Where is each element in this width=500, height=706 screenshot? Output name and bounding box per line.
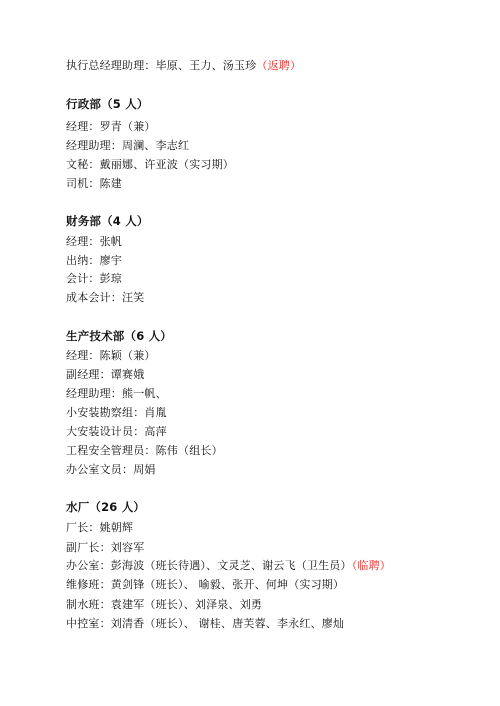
finance-line: 出纳：廖宇 [66,254,122,267]
production-line: 办公室文员：周娟 [66,463,156,476]
plant-office-text: 办公室：彭海波（班长待遇）、文灵芝、谢云飞（卫生员） [66,559,352,572]
production-line: 副经理：谭赛娥 [66,368,145,381]
plant-heading: 水厂（26 人） [66,500,146,514]
admin-line: 文秘：戴丽娜、许亚波（实习期） [66,158,234,171]
production-line: 大安装设计员：高萍 [66,425,167,438]
admin-dept-heading: 行政部（5 人） [66,97,149,111]
plant-line: 制水班：袁建军（班长）、刘泽泉、刘勇 [66,598,263,611]
production-dept-heading: 生产技术部（6 人） [66,329,173,343]
plant-office-line [66,559,391,573]
production-line: 经理助理：熊一帆、 [66,387,167,400]
finance-line: 成本会计：汪笑 [66,291,145,304]
plant-line: 厂长：姚朝辉 [66,521,134,534]
rehired-tag: （返聘） [256,59,302,72]
production-line: 小安装勘察组：肖胤 [66,406,167,419]
admin-line: 经理：罗青（兼） [66,120,156,133]
executive-assistants-text: 执行总经理助理：毕原、王力、汤玉珍 [66,59,257,72]
plant-line: 中控室：刘清香（班长）、 谢桂、唐芙蓉、李永红、廖灿 [66,617,345,630]
admin-line: 司机：陈建 [66,177,122,190]
finance-dept-heading: 财务部（4 人） [66,214,149,228]
plant-line: 副厂长：刘容军 [66,541,145,554]
temp-hire-tag: （临聘） [351,559,392,572]
finance-line: 经理：张帆 [66,235,122,248]
admin-line: 经理助理：周澜、李志红 [66,139,190,152]
finance-line: 会计：彭琼 [66,272,122,285]
production-line: 工程安全管理员：陈伟（组长） [66,444,223,457]
plant-line: 维修班：黄剑锋（班长）、 喻毅、张开、何坤（实习期） [66,578,345,591]
executive-assistants-line [66,59,301,73]
production-line: 经理：陈颖（兼） [66,349,156,362]
